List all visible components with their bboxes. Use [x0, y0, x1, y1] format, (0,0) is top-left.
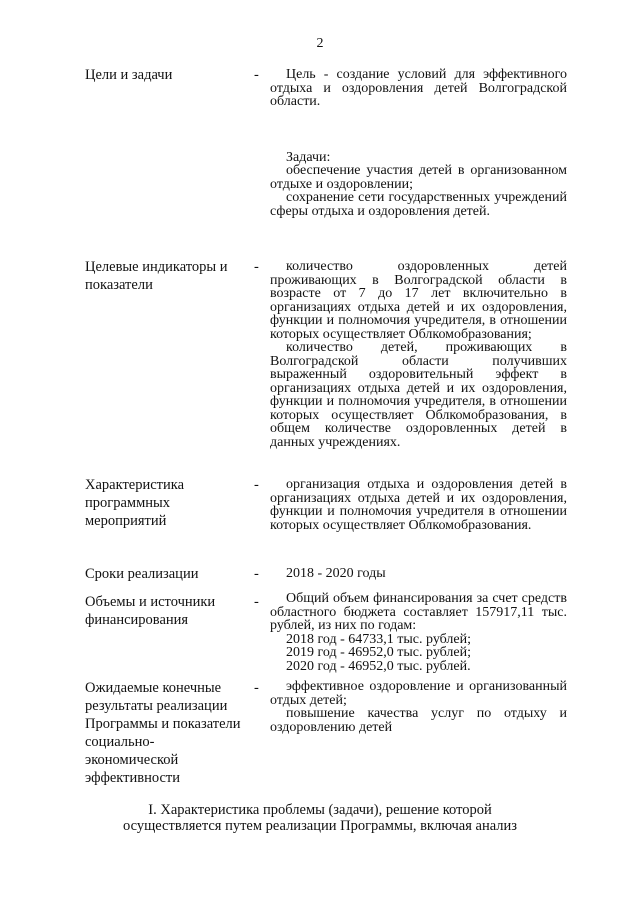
terms-dash: -	[254, 566, 259, 582]
financing-dash: -	[254, 594, 259, 610]
results-item-1: эффективное оздоровление и организованный отдых детей;	[270, 679, 567, 708]
financing-year-2020: 2020 год - 46952,0 тыс. рублей.	[286, 658, 471, 674]
section-heading-line-1: I. Характеристика проблемы (задачи), решение которой	[148, 802, 492, 818]
financing-year-2019: 2019 год - 46952,0 тыс. рублей;	[286, 645, 472, 660]
indicators-label: Целевые индикаторы и показатели	[85, 259, 228, 293]
task-item-1: обеспечение участия детей в организованном отдыхе и оздоровлении;	[270, 163, 567, 192]
section-heading-line-2: осуществляется путем реализации Программы, включая анализ	[122, 818, 517, 834]
activities-text: организация отдыха и оздоровления детей в организациях отдыха детей и их оздоровления, функции и полномочия учредителя в отношении которых осуществляет Облкомобразования.	[270, 477, 567, 533]
indicators-content	[270, 260, 567, 449]
goals-label: Цели и задачи	[85, 67, 173, 83]
page-number: 2	[316, 36, 324, 51]
section-heading	[0, 802, 640, 834]
financing-year-2018: 2018 год - 64733,1 тыс. рублей;	[286, 631, 472, 647]
indicator-item-1: количество оздоровленных детей проживающих в Волгоградской области в возрасте от 7 до 17 лет включительно в организациях отдыха детей и их оздоровления, функции и полномочия учредителя, в отношении которых осуществляет Облкомобразования;	[270, 259, 567, 342]
terms-label: Сроки реализации	[85, 566, 199, 582]
terms-content	[270, 567, 567, 581]
indicator-item-2: количество детей, проживающих в Волгоградской области получивших выраженный оздоровительный эффект в организациях отдыха детей и их оздоровления, функции и полномочия учредителя, в отношении которых осуществляет Облкомобразования, в общем количестве оздоровленных детей в данных учреждениях.	[270, 340, 567, 450]
task-item-2: сохранение сети государственных учреждений сферы отдыха и оздоровления детей.	[270, 190, 567, 219]
indicators-dash: -	[254, 259, 259, 275]
results-content	[270, 680, 567, 734]
results-dash: -	[254, 680, 259, 696]
terms-text: 2018 - 2020 годы	[286, 566, 386, 581]
goals-dash: -	[254, 67, 259, 83]
financing-content	[270, 592, 567, 673]
financing-label: Объемы и источники финансирования	[85, 594, 216, 628]
financing-text: Общий объем финансирования за счет средств областного бюджета составляет 157917,11 тыс. рублей, из них по годам:	[270, 591, 567, 633]
goals-content	[270, 68, 567, 218]
activities-content	[270, 478, 567, 532]
activities-label: Характеристика программных мероприятий	[85, 477, 185, 529]
goal-text: Цель - создание условий для эффективного отдыха и оздоровления детей Волгоградской области.	[270, 67, 567, 109]
activities-dash: -	[254, 477, 259, 493]
results-label: Ожидаемые конечные результаты реализации Программы и показатели социально-экономической эффективности	[85, 680, 241, 786]
results-item-2: повышение качества услуг по отдыху и оздоровлению детей	[270, 706, 567, 735]
tasks-heading: Задачи:	[286, 149, 331, 165]
